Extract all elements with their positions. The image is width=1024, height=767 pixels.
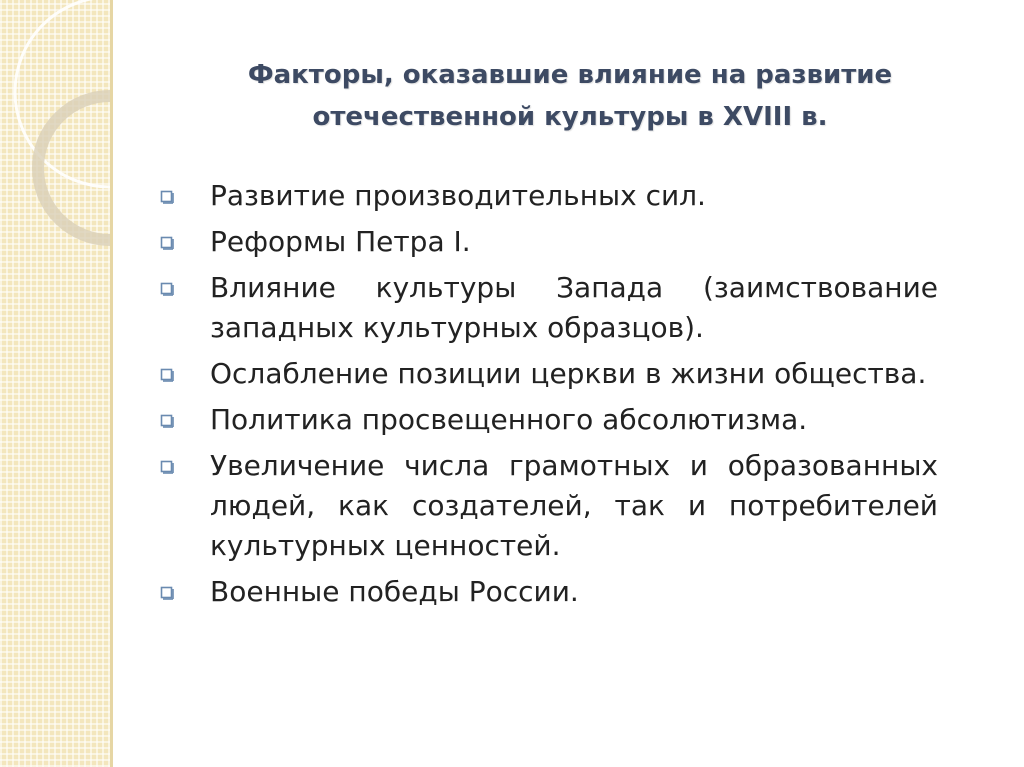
factors-list	[160, 176, 938, 618]
checkbox-bullet-icon	[160, 190, 174, 204]
checkbox-bullet-icon	[160, 282, 174, 296]
slide-title-line-2: отечественной культуры в XVIII в.	[312, 102, 828, 132]
slide-title-line-1: Факторы, оказавшие влияние на развитие	[247, 60, 893, 90]
decorative-circles	[0, 0, 110, 767]
list-item	[160, 222, 938, 262]
checkbox-bullet-icon	[160, 586, 174, 600]
list-item	[160, 446, 938, 566]
list-item-text: Увеличение числа грамотных и образованных людей, как создателей, так и потребителей культурных ценностей.	[210, 449, 938, 562]
list-item-text: Ослабление позиции церкви в жизни общества.	[210, 357, 927, 390]
list-item	[160, 176, 938, 216]
list-item	[160, 572, 938, 612]
list-item	[160, 400, 938, 440]
checkbox-bullet-icon	[160, 414, 174, 428]
list-item-text: Военные победы России.	[210, 575, 579, 608]
checkbox-bullet-icon	[160, 236, 174, 250]
list-item-text: Реформы Петра I.	[210, 225, 471, 258]
list-item-text: Развитие производительных сил.	[210, 179, 706, 212]
slide-title	[140, 54, 1000, 138]
decorative-side-panel	[0, 0, 110, 767]
checkbox-bullet-icon	[160, 368, 174, 382]
list-item-text: Политика просвещенного абсолютизма.	[210, 403, 808, 436]
list-item-text: Влияние культуры Запада (заимствование западных культурных образцов).	[210, 271, 938, 344]
side-panel-edge	[110, 0, 113, 767]
list-item	[160, 354, 938, 394]
list-item	[160, 268, 938, 348]
checkbox-bullet-icon	[160, 460, 174, 474]
